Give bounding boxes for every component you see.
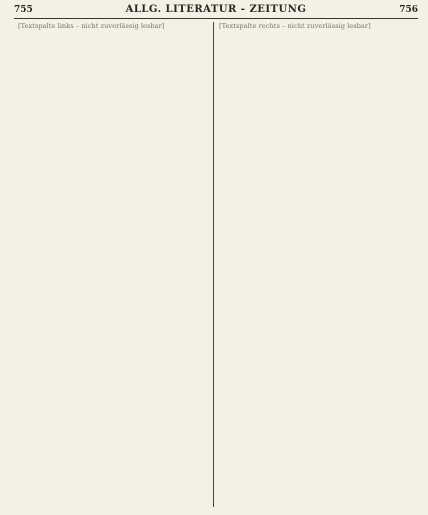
page-number-left: 755 [14,5,33,15]
column-divider [213,22,214,507]
running-header [14,4,418,19]
left-column-placeholder: [Textspalte links – nicht zuverlässig lesbar] [18,22,165,30]
text-column-left [18,22,207,507]
right-column-placeholder: [Textspalte rechts – nicht zuverlässig lesbar] [219,22,371,30]
text-column-right [219,22,417,507]
page-number-right: 756 [399,5,418,15]
journal-title: ALLG. LITERATUR - ZEITUNG [125,4,307,15]
